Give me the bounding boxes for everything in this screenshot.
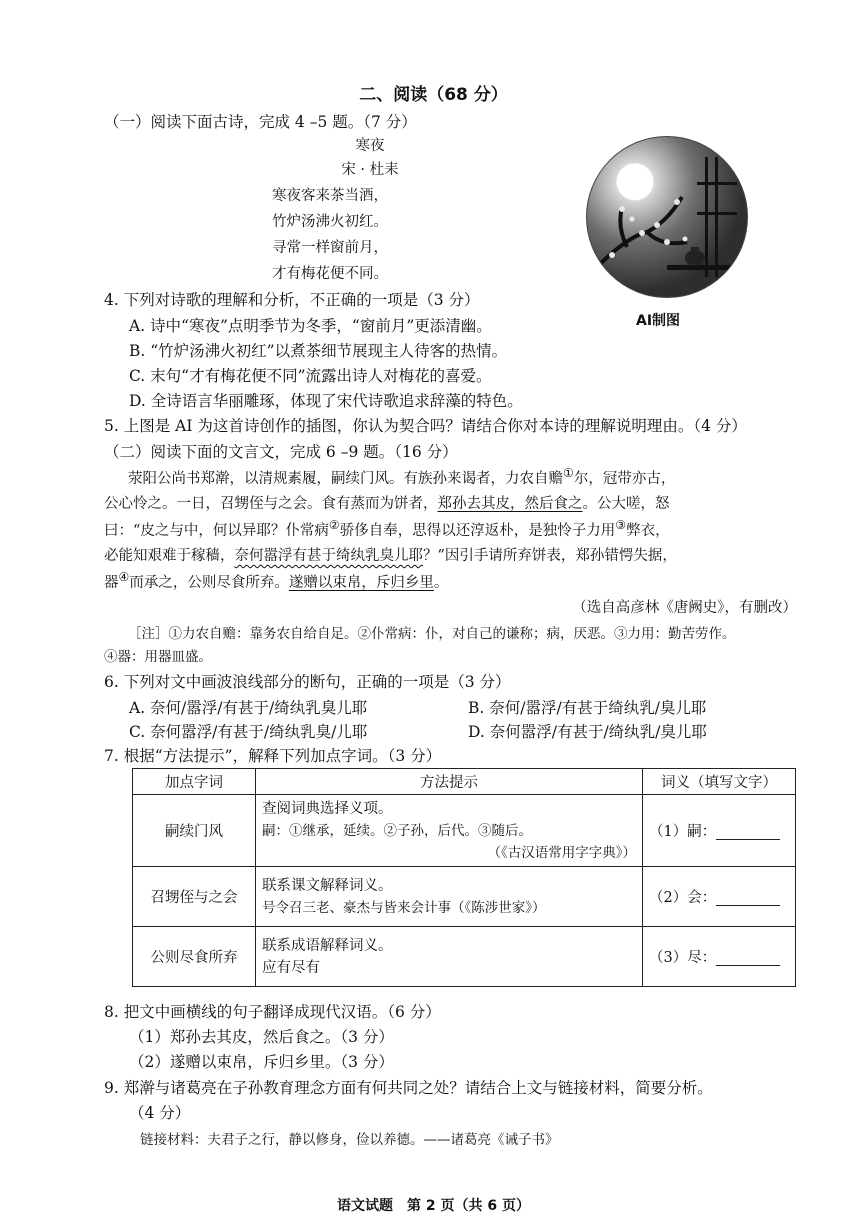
answer-label: （1）嗣： xyxy=(649,824,717,840)
notes-line-2: ④器：用器皿盛。 xyxy=(104,649,212,665)
q9-stem: 9. 郑澣与诸葛亮在子孙教育理念方面有何共同之处？请结合上文与链接材料，简要分析。 xyxy=(104,1079,713,1097)
table-cell-word: 嗣续门风 xyxy=(133,795,256,867)
poem-author: 宋 · 杜耒 xyxy=(341,162,399,178)
answer-blank[interactable] xyxy=(716,891,780,906)
passage-text: 荥阳公尚书郑澣，以清规素履，嗣续门风。有族孙来谒者，力农自赡 xyxy=(128,470,563,487)
image-caption: AI制图 xyxy=(636,313,681,329)
answer-blank[interactable] xyxy=(716,951,780,966)
q8-stem: 8. 把文中画横线的句子翻译成现代汉语。（6 分） xyxy=(104,1003,441,1021)
poem-line-2: 竹炉汤沸火初红。 xyxy=(272,214,388,230)
hint-line: 联系课文解释词义。 xyxy=(262,877,393,894)
table-cell-hint xyxy=(256,795,643,867)
passage-text: 必能知艰难于稼穑， xyxy=(104,548,235,564)
q7-stem: 7. 根据“方法提示”，解释下列加点字词。（3 分） xyxy=(104,747,442,765)
answer-blank[interactable] xyxy=(716,825,780,840)
passage-text: 。公大嗟，怒 xyxy=(582,496,670,512)
q6-option-c: C. 奈何嚣浮/有甚于/绮纨乳臭/儿耶 xyxy=(129,723,368,741)
q4-option-b: B. “竹炉汤沸火初红”以煮茶细节展现主人待客的热情。 xyxy=(129,342,508,360)
passage-line-3 xyxy=(104,518,670,540)
passage-line-5 xyxy=(104,570,448,592)
q4-option-c: C. 末句“才有梅花便不同”流露出诗人对梅花的喜爱。 xyxy=(129,367,492,385)
table-header-word: 加点字词 xyxy=(133,769,256,795)
poem-line-1: 寒夜客来茶当酒， xyxy=(272,188,388,204)
table-row xyxy=(133,867,796,927)
q4-stem: 4. 下列对诗歌的理解和分析，不正确的一项是（3 分） xyxy=(104,291,480,309)
q9-link-material: 链接材料：夫君子之行，静以修身，俭以养德。——诸葛亮《诫子书》 xyxy=(140,1132,559,1148)
poem-title: 寒夜 xyxy=(355,138,385,154)
passage-line-1 xyxy=(128,466,675,488)
table-header-hint: 方法提示 xyxy=(256,769,643,795)
passage-text: 骄侈自奉，思得以还淳返朴，是独怜子力用 xyxy=(339,522,616,539)
table-header-meaning: 词义（填写文字） xyxy=(643,769,796,795)
note-mark-4: ④ xyxy=(118,570,130,584)
table-cell-hint xyxy=(256,867,643,927)
underlined-sentence-2: 遂赠以束帛，斥归乡里 xyxy=(288,574,434,591)
hint-line: （《古汉语常用字字典》） xyxy=(487,844,636,861)
poem-line-3: 寻常一样窗前月， xyxy=(272,240,388,256)
table-cell-word: 公则尽食所弃 xyxy=(133,927,256,987)
passage-text: ？”因引手请所弃饼表，郑孙错愕失据， xyxy=(423,548,677,564)
part2-instruction: （二）阅读下面的文言文，完成 6 –9 题。（16 分） xyxy=(104,443,458,461)
q6-option-d: D. 奈何嚣浮/有甚于/绮纨乳/臭儿耶 xyxy=(468,723,707,741)
hint-line: 联系成语解释词义。 xyxy=(262,937,393,954)
q4-option-a: A. 诗中“寒夜”点明季节为冬季，“窗前月”更添清幽。 xyxy=(129,317,492,335)
table-row xyxy=(133,795,796,867)
hint-line: 查阅词典选择义项。 xyxy=(262,800,393,817)
passage-text: 器 xyxy=(104,574,119,591)
passage-text: 。 xyxy=(433,574,449,591)
table-cell-answer xyxy=(643,927,796,987)
poem-line-4: 才有梅花便不同。 xyxy=(272,266,388,282)
q9-points: （4 分） xyxy=(129,1104,191,1122)
passage-line-4 xyxy=(104,544,677,565)
q8-item-1: （1）郑孙去其皮，然后食之。（3 分） xyxy=(129,1028,394,1046)
passage-line-2 xyxy=(104,492,670,513)
plum-blossom-moon-image xyxy=(587,137,747,297)
passage-text: 曰：“皮之与中，何以异耶？仆常病 xyxy=(104,522,329,539)
note-mark-2: ② xyxy=(328,518,340,532)
ai-illustration xyxy=(586,136,748,298)
table-cell-word: 召甥侄与之会 xyxy=(133,867,256,927)
passage-text: 公心怜之。一日，召甥侄与之会。食有蒸而为饼者， xyxy=(104,496,438,512)
passage-text: 而承之，公则尽食所弃。 xyxy=(129,574,289,591)
hint-line: 应有尽有 xyxy=(262,959,320,976)
q7-table xyxy=(132,768,796,987)
answer-label: （2）会： xyxy=(649,890,717,906)
passage-text: 弊衣， xyxy=(626,522,670,539)
answer-label: （3）尽： xyxy=(649,950,717,966)
wavy-underlined-sentence: 奈何嚣浮有甚于绮纨乳臭儿耶 xyxy=(234,548,423,564)
hint-line: 号令召三老、豪杰与皆来会计事（《陈涉世家》） xyxy=(262,899,546,916)
q5-stem: 5. 上图是 AI 为这首诗创作的插图，你认为契合吗？请结合你对本诗的理解说明理由。（4 分） xyxy=(104,417,747,435)
q4-option-d: D. 全诗语言华丽雕琢，体现了宋代诗歌追求辞藻的特色。 xyxy=(129,392,523,410)
page-footer: 语文试题 第 2 页（共 6 页） xyxy=(337,1198,530,1214)
notes-line-1: ［注］①力农自赡：靠务农自给自足。②仆常病：仆，对自己的谦称；病，厌恶。③力用：勤苦劳作。 xyxy=(128,626,736,642)
table-cell-answer xyxy=(643,867,796,927)
note-mark-1: ① xyxy=(563,466,574,480)
table-cell-answer xyxy=(643,795,796,867)
part1-instruction: （一）阅读下面古诗，完成 4 –5 题。（7 分） xyxy=(104,113,417,131)
section-title: 二、阅读（68 分） xyxy=(359,85,508,105)
table-row xyxy=(133,927,796,987)
q6-stem: 6. 下列对文中画波浪线部分的断句，正确的一项是（3 分） xyxy=(104,673,511,691)
underlined-sentence-1: 郑孙去其皮，然后食之 xyxy=(437,496,583,512)
note-mark-3: ③ xyxy=(615,518,627,532)
table-cell-hint xyxy=(256,927,643,987)
passage-text: 尔，冠带亦古， xyxy=(573,470,676,487)
q6-option-b: B. 奈何/嚣浮/有甚于绮纨乳/臭儿耶 xyxy=(468,699,707,717)
hint-line: 嗣：①继承，延续。②子孙，后代。③随后。 xyxy=(262,822,532,839)
q8-item-2: （2）遂赠以束帛，斥归乡里。（3 分） xyxy=(129,1053,394,1071)
q6-option-a: A. 奈何/嚣浮/有甚于/绮纨乳臭儿耶 xyxy=(129,699,368,717)
passage-source: （选自高彦林《唐阙史》，有删改） xyxy=(572,600,797,616)
